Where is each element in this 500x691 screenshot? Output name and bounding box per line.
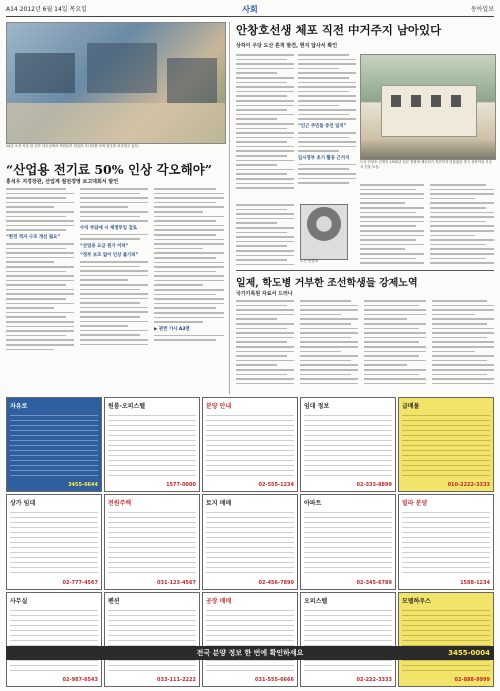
ad-title: 공장 매매 <box>206 597 232 605</box>
bottom-subhead: 국가기록원 자료서 드러나 <box>236 291 293 297</box>
column-divider <box>229 22 230 394</box>
ad-box[interactable] <box>6 494 102 589</box>
ad-title: 펜션 <box>108 597 120 605</box>
ad-phone: 02-456-7890 <box>258 579 294 586</box>
residence-photo-caption: 도산 안창호 선생이 1932년 일본 경찰에 체포되기 직전까지 머물렀던 중국 상하이의 거주지 건물 모습. <box>360 160 492 169</box>
page-date: 2012년 6월 14일 목요일 <box>19 6 87 13</box>
ad-phone: 02-333-8899 <box>356 482 392 489</box>
right-col-2 <box>298 54 356 204</box>
office-photo <box>6 22 226 144</box>
ad-title: 분양 안내 <box>206 403 232 410</box>
ad-box[interactable] <box>202 494 298 589</box>
ad-title: 상가 임대 <box>10 500 36 508</box>
ad-phone: 031-123-4567 <box>157 579 196 586</box>
left-box-5: ▶ 관련 기사 A3면 <box>154 326 190 332</box>
page-header <box>6 4 494 17</box>
left-box-2: 수익 부담에 시 재정투입 검토 <box>80 225 138 231</box>
left-box-4: “정부 보조 없이 인상 불가피” <box>80 252 139 258</box>
ad-title: 사무실 <box>10 597 28 605</box>
classified-ads-grid <box>6 397 494 687</box>
ad-phone: 02-345-6789 <box>356 579 392 586</box>
residence-photo <box>360 54 496 160</box>
left-col-2 <box>80 188 148 393</box>
section-title: 사회 <box>242 5 258 14</box>
left-box-3: “산업용 요금 원가 이하” <box>80 243 129 249</box>
ad-title: 토지 매매 <box>206 500 232 508</box>
ad-phone: 02-987-6543 <box>62 677 98 683</box>
ad-box[interactable] <box>398 592 494 687</box>
right-subhead: 상하이 우당 도산 흔적 발견, 현지 답사서 확인 <box>236 43 338 49</box>
ad-title: 임대 정보 <box>304 403 330 410</box>
ad-title: 자유로 <box>10 403 28 410</box>
ad-box[interactable] <box>202 592 298 687</box>
bottom-col-4 <box>432 300 494 394</box>
ad-phone: 3455-6644 <box>68 482 98 489</box>
bottom-headline: 일제, 학도병 거부한 조선학생들 강제노역 <box>236 278 418 289</box>
right-headline: 안창호선생 체포 직전 中거주지 남아있다 <box>236 23 442 37</box>
left-subhead: 홍석우 지경장관, 산업계 절전경영 보고대회서 발언 <box>6 179 119 185</box>
left-box-1: “한전 적자 구조 개선 필요” <box>6 234 61 240</box>
page-number: A14 <box>6 6 18 13</box>
ad-title: 전원주택 <box>108 500 132 508</box>
ad-phone: 031-555-6666 <box>255 677 294 683</box>
ad-box[interactable] <box>300 494 396 589</box>
right-col-3 <box>360 184 424 266</box>
bottom-col-1 <box>236 300 294 394</box>
ad-box[interactable] <box>104 494 200 589</box>
right-box-2: 임시정부 초기 활동 근거지 <box>298 155 350 161</box>
ad-title: 빌라 분양 <box>402 500 428 508</box>
left-headline: “산업용 전기료 50% 인상 각오해야” <box>6 162 212 177</box>
ad-box[interactable] <box>398 494 494 589</box>
ahn-changho-portrait <box>300 204 348 260</box>
ad-phone: 02-777-4567 <box>62 579 98 586</box>
ad-title: 아파트 <box>304 500 322 508</box>
ad-phone: 02-888-9999 <box>454 677 490 683</box>
ad-box[interactable] <box>6 592 102 687</box>
ad-title: 모델하우스 <box>402 597 431 605</box>
bottom-col-2 <box>300 300 358 394</box>
right-col-1 <box>236 54 294 204</box>
ad-box[interactable] <box>104 592 200 687</box>
ad-box[interactable] <box>6 397 102 492</box>
ad-box[interactable] <box>300 397 396 492</box>
ad-box[interactable] <box>300 592 396 687</box>
banner-text: 전국 분양 정보 한 번에 확인하세요 <box>196 649 304 657</box>
right-col-1b <box>236 204 294 266</box>
ad-phone: 02-555-1234 <box>258 482 294 489</box>
right-col-4 <box>430 184 494 266</box>
ad-box[interactable] <box>398 397 494 492</box>
ad-box[interactable] <box>104 397 200 492</box>
ad-phone: 010-2222-3333 <box>447 482 490 489</box>
ad-title: 급매물 <box>402 403 420 410</box>
banner-phone: 3455-0004 <box>448 649 490 657</box>
bottom-col-3 <box>364 300 426 394</box>
ad-phone: 1588-1234 <box>460 579 490 586</box>
portrait-caption: 도산 안창호 <box>300 259 319 263</box>
ad-phone: 1577-0000 <box>166 482 196 489</box>
left-col-1 <box>6 188 74 393</box>
ad-title: 오피스텔 <box>304 597 328 605</box>
ad-title: 원룸·오피스텔 <box>108 403 146 410</box>
right-box-1: “인근 주민들 증언 일치” <box>298 123 347 129</box>
paper-name: 동아일보 <box>470 6 494 13</box>
bottom-ad-banner[interactable] <box>6 646 494 660</box>
ad-phone: 033-111-2222 <box>157 677 196 683</box>
left-col-3 <box>154 188 224 393</box>
ad-box[interactable] <box>202 397 298 492</box>
office-photo-caption: 14일 오전 서울 한 공단 사무실에서 직원들이 컴퓨터 모니터를 보며 업무를 처리하고 있다. <box>6 144 139 148</box>
bottom-article-rule <box>236 270 494 271</box>
ad-phone: 02-222-3333 <box>356 677 392 683</box>
